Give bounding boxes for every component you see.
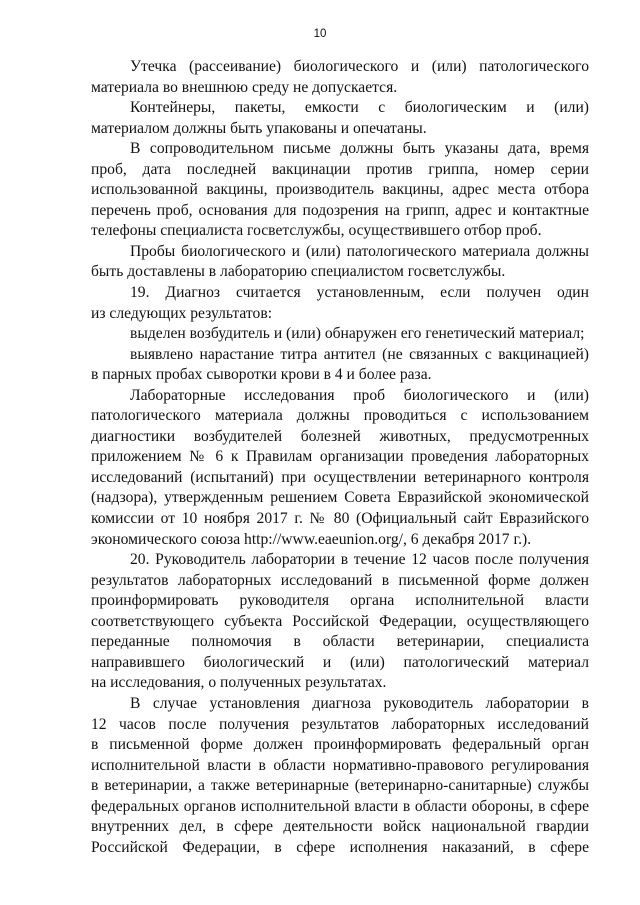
text-line: В случае установления диагноза руководитель лаборатории в (130, 694, 589, 712)
text-line: в письменной форме должен проинформировать федеральный орган (91, 736, 589, 754)
text-line: приложением № 6 к Правилам организации проведения лабораторных (91, 448, 589, 466)
text-line: в парных пробах сыворотки крови в 4 и более раза. (91, 366, 432, 384)
text-line: из следующих результатов: (91, 304, 273, 322)
text-line: патологического материала должны проводиться с использованием (91, 407, 589, 425)
text-line: диагностики возбудителей болезней животных, предусмотренных (91, 427, 589, 445)
text-line: результатов лабораторных исследований в письменной форме должен (91, 571, 589, 589)
text-line: в ветеринарии, а также ветеринарные (ветеринарно-санитарные) службы (91, 777, 589, 795)
text-line: материала во внешнюю среду не допускается. (91, 78, 398, 96)
text-line: Пробы биологического и (или) патологического материала должны (130, 242, 589, 260)
text-line: исследований (испытаний) при осуществлении ветеринарного контроля (91, 468, 589, 486)
text-line: Российской Федерации, в сфере исполнения наказаний, в сфере (91, 838, 589, 856)
text-line: использованной вакцины, производитель вакцины, адрес места отбора (91, 181, 589, 199)
text-line: телефоны специалиста госветслужбы, осуществившего отбор проб. (91, 222, 542, 240)
text-line: выявлено нарастание титра антител (не связанных с вакцинацией) (130, 345, 589, 363)
text-line: выделен возбудитель и (или) обнаружен его генетический материал; (130, 325, 585, 343)
text-line: федеральных органов исполнительной власти в области обороны, в сфере (91, 797, 589, 815)
text-line: В сопроводительном письме должны быть указаны дата, время (130, 140, 589, 158)
text-line: на исследования, о полученных результатах. (91, 674, 387, 692)
text-line: переданные полномочия в области ветеринарии, специалиста (91, 633, 589, 651)
text-line: Утечка (рассеивание) биологического и (или) патологического (130, 58, 589, 75)
text-line: проинформировать руководителя органа исполнительной власти (91, 592, 589, 610)
text-line: направившего биологический и (или) патологический материал (91, 653, 589, 671)
text-line: перечень проб, основания для подозрения на грипп, адрес и контактные (91, 201, 589, 219)
document-body (91, 57, 589, 858)
text-line: 12 часов после получения результатов лабораторных исследований (91, 715, 589, 733)
text-line: Лабораторные исследования проб биологического и (или) (130, 386, 589, 404)
text-line: исполнительной власти в области нормативно-правового регулирования (91, 756, 589, 774)
text-line: соответствующего субъекта Российской Федерации, осуществляющего (91, 612, 589, 630)
text-line: проб, дата последней вакцинации против гриппа, номер серии (91, 160, 589, 178)
text-line: внутренних дел, в сфере деятельности войск национальной гвардии (91, 818, 589, 836)
text-line: комиссии от 10 ноября 2017 г. № 80 (Официальный сайт Евразийского (91, 510, 589, 528)
text-line: экономического союза http://www.eaeunion.org/, 6 декабря 2017 г.). (91, 530, 532, 548)
text-line: (надзора), утвержденным решением Совета Евразийской экономической (91, 489, 589, 507)
text-line: Контейнеры, пакеты, емкости с биологическим и (или) (130, 99, 589, 117)
text-line: 20. Руководитель лаборатории в течение 12 часов после получения (130, 551, 589, 569)
text-line: материалом должны быть упакованы и опечатаны. (91, 119, 427, 137)
text-line: быть доставлены в лабораторию специалистом госветслужбы. (91, 263, 506, 281)
text-line: 19. Диагноз считается установленным, если получен один (130, 284, 589, 302)
page-number: 10 (313, 28, 327, 40)
